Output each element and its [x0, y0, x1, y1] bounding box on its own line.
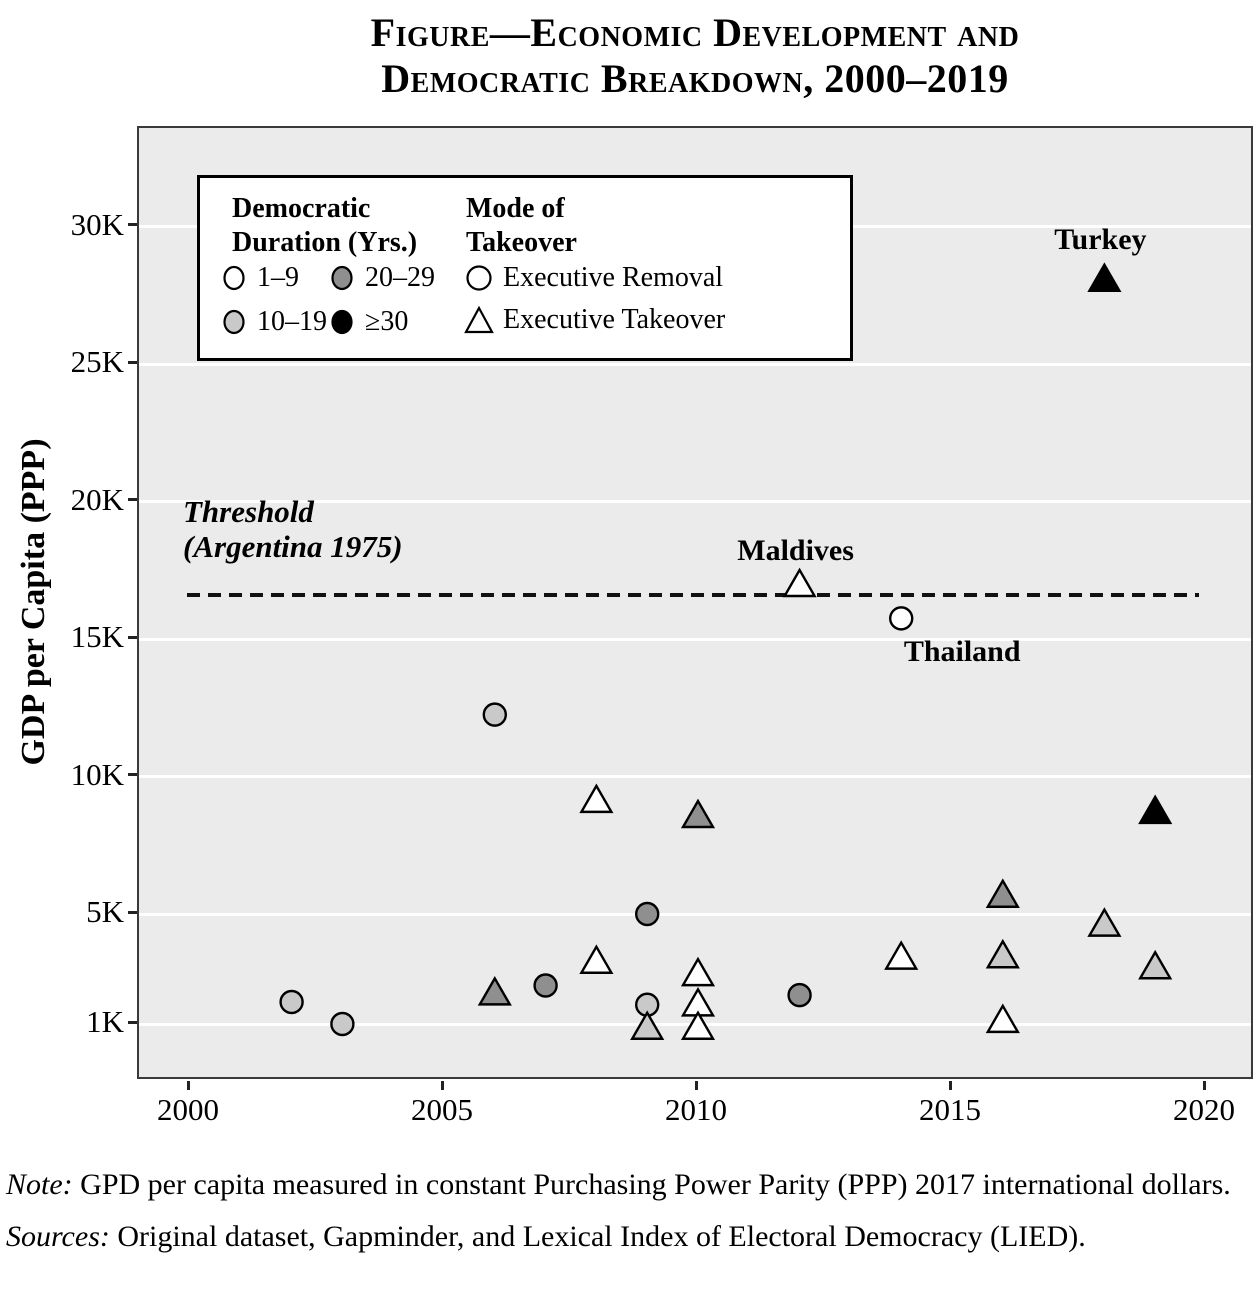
y-tick-mark — [128, 223, 137, 226]
data-point-triangle — [480, 978, 510, 1004]
country-label: Maldives — [737, 534, 854, 567]
figure-notes — [6, 1166, 1254, 1270]
data-point-triangle — [632, 1013, 662, 1039]
x-tick-mark — [695, 1081, 698, 1090]
x-tick-label: 2005 — [411, 1092, 473, 1127]
sources-body: Original dataset, Gapminder, and Lexical Index of Electoral Democracy (LIED). — [109, 1220, 1086, 1253]
y-tick-label: 15K — [70, 619, 124, 654]
y-tick-mark — [128, 498, 137, 501]
data-point-triangle — [988, 941, 1018, 967]
triangle-marker-icon — [464, 305, 494, 335]
legend-item-duration-20-29 — [328, 262, 435, 294]
legend-mode-header — [466, 192, 577, 260]
y-tick-mark — [128, 1021, 137, 1024]
data-point-circle — [789, 984, 811, 1006]
note-body: GPD per capita measured in constant Purchasing Power Parity (PPP) 2017 international dollars. — [72, 1168, 1231, 1201]
chart-title-line1: Figure—Economic Development and — [370, 10, 1020, 55]
note-prefix: Note: — [6, 1168, 73, 1201]
y-axis-title: GDP per Capita (PPP) — [15, 438, 52, 766]
y-tick-label: 25K — [70, 344, 124, 379]
data-point-triangle — [683, 1013, 713, 1039]
data-point-triangle — [1089, 265, 1119, 291]
data-point-triangle — [683, 959, 713, 985]
legend-duration-header-line2: Duration (Yrs.) — [232, 227, 418, 258]
y-tick-label: 1K — [86, 1004, 124, 1039]
data-point-triangle — [886, 943, 916, 969]
data-point-triangle — [581, 947, 611, 973]
y-tick-label: 20K — [70, 481, 124, 517]
data-point-triangle — [1140, 952, 1170, 978]
data-point-circle — [535, 975, 557, 997]
circle-marker-icon — [220, 307, 248, 337]
threshold-label — [183, 494, 403, 564]
y-tick-label: 10K — [70, 756, 124, 792]
circle-marker-icon — [328, 307, 356, 337]
country-label: Turkey — [1054, 222, 1147, 256]
sources-prefix: Sources: — [6, 1220, 110, 1253]
circle-marker-icon — [220, 263, 248, 293]
legend-label: ≥30 — [365, 306, 409, 337]
y-tick-mark — [128, 636, 137, 639]
x-tick-label: 2000 — [157, 1092, 219, 1127]
data-point-triangle — [988, 1006, 1018, 1032]
data-point-circle — [281, 991, 303, 1013]
y-tick-label: 5K — [86, 894, 124, 929]
data-point-triangle — [581, 786, 611, 812]
data-point-triangle — [785, 570, 815, 596]
data-point-triangle — [1089, 910, 1119, 936]
legend-duration-header-line1: Democratic — [232, 193, 371, 224]
legend-item-duration-30plus — [328, 306, 408, 338]
legend-item-duration-10-19 — [220, 306, 327, 338]
legend-item-duration-1-9 — [220, 262, 299, 294]
data-point-circle — [331, 1013, 353, 1035]
legend-duration-header — [232, 192, 417, 260]
legend-item-mode-takeover — [464, 304, 725, 336]
note-paragraph — [6, 1166, 1254, 1203]
data-point-triangle — [683, 801, 713, 827]
legend-label: 20–29 — [365, 262, 435, 293]
data-point-circle — [636, 903, 658, 925]
threshold-label-line2: (Argentina 1975) — [183, 529, 403, 564]
y-tick-label: 30K — [70, 206, 124, 242]
threshold-label-line1: Threshold — [183, 494, 314, 529]
legend-mode-header-line2: Takeover — [466, 227, 577, 258]
y-tick-mark — [128, 361, 137, 364]
legend-item-mode-removal — [464, 262, 723, 294]
x-tick-mark — [187, 1081, 190, 1090]
x-tick-label: 2015 — [919, 1092, 981, 1127]
chart-title — [137, 10, 1253, 102]
legend-label: Executive Takeover — [503, 304, 726, 335]
circle-marker-icon — [328, 263, 356, 293]
x-tick-mark — [1203, 1081, 1206, 1090]
circle-marker-icon — [464, 263, 494, 293]
y-tick-mark — [128, 911, 137, 914]
x-tick-mark — [949, 1081, 952, 1090]
legend-label: 10–19 — [257, 306, 327, 337]
x-tick-label: 2020 — [1173, 1092, 1235, 1127]
data-point-circle — [484, 704, 506, 726]
legend-mode-header-line1: Mode of — [466, 193, 565, 224]
sources-paragraph — [6, 1218, 1254, 1255]
legend-label: 1–9 — [257, 262, 299, 293]
x-tick-label: 2010 — [665, 1092, 727, 1127]
x-tick-mark — [441, 1081, 444, 1090]
data-point-circle — [890, 607, 912, 629]
chart-title-line2: Democratic Breakdown, 2000–2019 — [381, 56, 1009, 101]
data-point-triangle — [988, 881, 1018, 907]
legend-label: Executive Removal — [503, 262, 724, 293]
legend — [197, 175, 853, 361]
y-tick-mark — [128, 773, 137, 776]
country-label: Thailand — [903, 635, 1021, 669]
data-point-triangle — [1140, 797, 1170, 823]
